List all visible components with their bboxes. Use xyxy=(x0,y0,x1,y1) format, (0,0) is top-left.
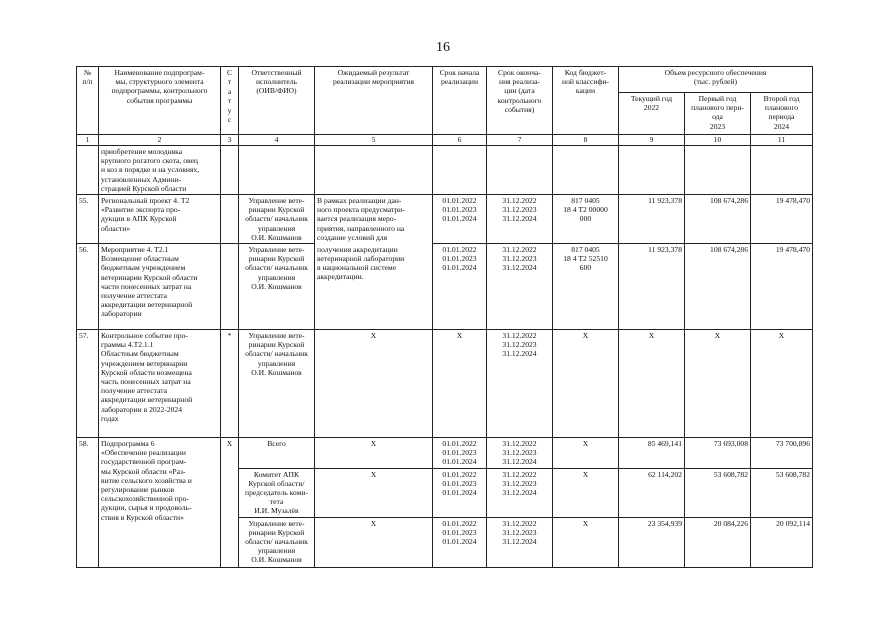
row-end: 31.12.2022 31.12.2023 31.12.2024 xyxy=(487,438,553,469)
row-num: 58. xyxy=(77,438,99,568)
table-row xyxy=(77,195,813,244)
row-name: Контрольное событие про- граммы 4.Т2.1.1 Областным бюджетным учреждением ветеринарии Курской области возмещена часть понесенных затрат на получение аттестата аккредитации ветеринарной лаборатории в 2022-2024 годах xyxy=(99,330,221,438)
row-responsible xyxy=(239,146,315,195)
row-num xyxy=(77,146,99,195)
row-start: X xyxy=(433,330,487,438)
header-end: Срок оконча- ния реализа- ции (дата контрольного события) xyxy=(487,67,553,135)
table-row xyxy=(77,244,813,330)
row-name: Подпрограмма 6 «Обеспечение реализации государственной програм- мы Курской области «Раз- витие сельского хозяйства и регулирование рынков сельскохозяйственной про- дукции, сырья и продоволь- ствия в Курской области» xyxy=(99,438,221,568)
row-v2024: 53 608,782 xyxy=(751,468,813,517)
header-year-2022: Текущий год 2022 xyxy=(619,93,685,135)
row-v2022: 85 469,141 xyxy=(619,438,685,469)
row-status: * xyxy=(221,330,239,438)
header-num: № п/п xyxy=(77,67,99,135)
row-start: 01.01.2022 01.01.2023 01.01.2024 xyxy=(433,517,487,567)
row-start: 01.01.2022 01.01.2023 01.01.2024 xyxy=(433,468,487,517)
row-responsible: Управление вете- ринарии Курской области/ начальник управления О.И. Кошманов xyxy=(239,244,315,330)
row-start xyxy=(433,146,487,195)
row-v2023: 108 674,286 xyxy=(685,195,751,244)
row-v2023: 108 674,286 xyxy=(685,244,751,330)
col-number: 1 xyxy=(77,135,99,146)
row-v2023: 20 084,226 xyxy=(685,517,751,567)
col-number: 3 xyxy=(221,135,239,146)
row-end: 31.12.2022 31.12.2023 31.12.2024 xyxy=(487,244,553,330)
row-code: X xyxy=(553,330,619,438)
row-code: 817 0405 18 4 Т2 52510 600 xyxy=(553,244,619,330)
row-v2024: X xyxy=(751,330,813,438)
row-v2023: X xyxy=(685,330,751,438)
col-number: 7 xyxy=(487,135,553,146)
row-end: 31.12.2022 31.12.2023 31.12.2024 xyxy=(487,468,553,517)
row-v2022: 11 923,378 xyxy=(619,195,685,244)
header-result: Ожидаемый результат реализации мероприятия xyxy=(315,67,433,135)
row-responsible: Управление вете- ринарии Курской области/ начальник управления О.И. Кошманов xyxy=(239,517,315,567)
col-number: 6 xyxy=(433,135,487,146)
row-result: X xyxy=(315,468,433,517)
row-v2023 xyxy=(685,146,751,195)
row-status xyxy=(221,244,239,330)
row-code: 817 0405 18 4 Т2 00000 000 xyxy=(553,195,619,244)
col-number: 8 xyxy=(553,135,619,146)
row-v2022: 23 354,939 xyxy=(619,517,685,567)
row-start: 01.01.2022 01.01.2023 01.01.2024 xyxy=(433,438,487,469)
row-result xyxy=(315,146,433,195)
row-code: X xyxy=(553,468,619,517)
row-v2024: 19 478,470 xyxy=(751,244,813,330)
header-code: Код бюджет- ной классифи- кации xyxy=(553,67,619,135)
table-row xyxy=(77,146,813,195)
table-row xyxy=(77,330,813,438)
row-result: X xyxy=(315,330,433,438)
row-num: 56. xyxy=(77,244,99,330)
row-name: Мероприятие 4. Т2.1 Возмещение областным бюджетным учреждением ветеринарии Курской области части понесенных затрат на получение аттестата аккредитации ветеринарной лаборатории xyxy=(99,244,221,330)
row-start: 01.01.2022 01.01.2023 01.01.2024 xyxy=(433,195,487,244)
header-responsible: Ответственный исполнитель (ОИВ/ФИО) xyxy=(239,67,315,135)
row-start: 01.01.2022 01.01.2023 01.01.2024 xyxy=(433,244,487,330)
row-num: 55. xyxy=(77,195,99,244)
row-status xyxy=(221,146,239,195)
row-end: 31.12.2022 31.12.2023 31.12.2024 xyxy=(487,517,553,567)
row-code xyxy=(553,146,619,195)
header-year-2024: Второй год планового периода 2024 xyxy=(751,93,813,135)
row-v2022: 11 923,378 xyxy=(619,244,685,330)
row-result: X xyxy=(315,438,433,469)
row-v2024: 20 092,114 xyxy=(751,517,813,567)
col-number: 4 xyxy=(239,135,315,146)
row-code: X xyxy=(553,438,619,469)
row-v2024 xyxy=(751,146,813,195)
header-start: Срок начала реализации xyxy=(433,67,487,135)
row-result: получения аккредитации ветеринарной лаборатории в национальной системе аккредитации. xyxy=(315,244,433,330)
resource-table xyxy=(76,66,813,568)
col-number: 5 xyxy=(315,135,433,146)
col-number: 10 xyxy=(685,135,751,146)
row-responsible: Управление вете- ринарии Курской области/ начальник управления О.И. Кошманов xyxy=(239,330,315,438)
row-v2022: X xyxy=(619,330,685,438)
row-status: X xyxy=(221,438,239,568)
row-v2023: 73 693,008 xyxy=(685,438,751,469)
row-end: 31.12.2022 31.12.2023 31.12.2024 xyxy=(487,330,553,438)
page-number: 16 xyxy=(436,40,450,55)
row-v2023: 53 608,782 xyxy=(685,468,751,517)
row-responsible: Комитет АПК Курской области/ председатель коми- тета И.И. Музалёв xyxy=(239,468,315,517)
row-v2024: 19 478,470 xyxy=(751,195,813,244)
row-v2024: 73 700,896 xyxy=(751,438,813,469)
row-v2022: 62 114,202 xyxy=(619,468,685,517)
header-status: С т а т у с xyxy=(221,67,239,135)
row-result: В рамках реализации дан- ного проекта предусматри- вается реализация меро- приятия, направленного на создание условий для xyxy=(315,195,433,244)
row-name: Региональный проект 4. Т2 «Развитие экспорта про- дукции в АПК Курской области» xyxy=(99,195,221,244)
row-v2022 xyxy=(619,146,685,195)
col-number: 11 xyxy=(751,135,813,146)
table-row xyxy=(77,438,813,469)
row-status xyxy=(221,195,239,244)
row-name: приобретение молодняка крупного рогатого скота, овец и коз в порядке и на условиях, установленных Админи- страцией Курской области xyxy=(99,146,221,195)
row-result: X xyxy=(315,517,433,567)
row-responsible: Всего xyxy=(239,438,315,469)
header-name: Наименование подпрограм- мы, структурного элемента подпрограммы, контрольного события программы xyxy=(99,67,221,135)
col-number: 9 xyxy=(619,135,685,146)
header-year-2023: Первый год планового пери- ода 2023 xyxy=(685,93,751,135)
row-end xyxy=(487,146,553,195)
row-code: X xyxy=(553,517,619,567)
header-volume: Объем ресурсного обеспечения (тыс. рублей) xyxy=(619,67,813,93)
row-end: 31.12.2022 31.12.2023 31.12.2024 xyxy=(487,195,553,244)
column-number-row xyxy=(77,135,813,146)
row-num: 57. xyxy=(77,330,99,438)
col-number: 2 xyxy=(99,135,221,146)
row-responsible: Управление вете- ринарии Курской области/ начальник управления О.И. Кошманов xyxy=(239,195,315,244)
